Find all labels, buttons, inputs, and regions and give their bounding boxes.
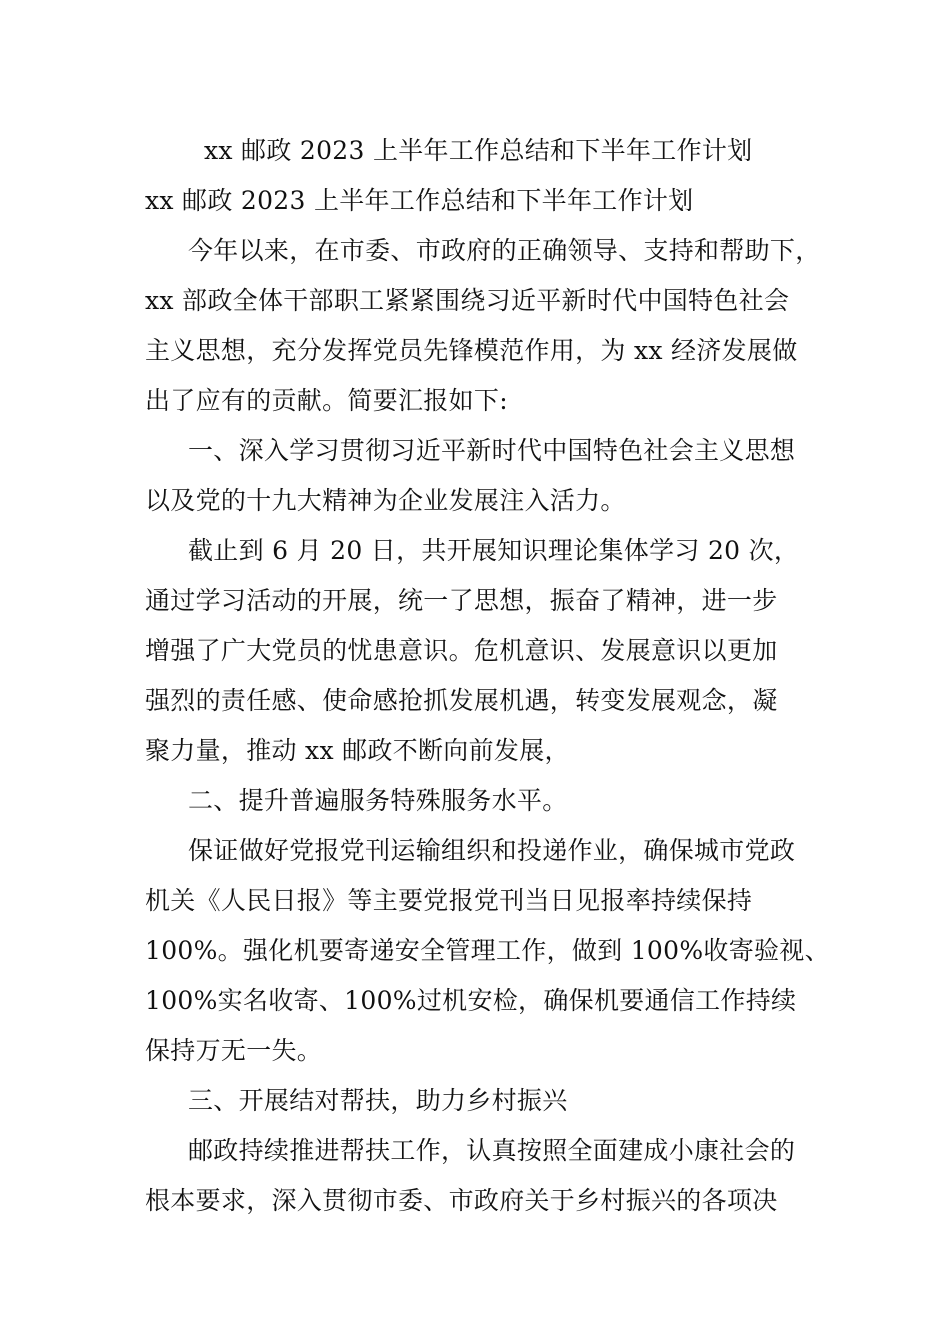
paragraph-line: 截止到 6 月 20 日，共开展知识理论集体学习 20 次， — [188, 536, 800, 565]
paragraph-line: 强烈的责任感、使命感抢抓发展机遇，转变发展观念，凝 — [145, 686, 778, 715]
paragraph-line: 今年以来，在市委、市政府的正确领导、支持和帮助下， — [188, 236, 821, 265]
paragraph-line: 主义思想，充分发挥党员先锋模范作用，为 xx 经济发展做 — [145, 336, 798, 365]
paragraph-line: 聚力量，推动 xx 邮政不断向前发展， — [145, 736, 570, 765]
paragraph-line: 增强了广大党员的忧患意识。危机意识、发展意识以更加 — [145, 636, 778, 665]
document-subtitle: xx 邮政 2023 上半年工作总结和下半年工作计划 — [145, 186, 694, 215]
paragraph-line: 出了应有的贡献。简要汇报如下: — [145, 386, 508, 415]
paragraph-line: 机关《人民日报》等主要党报党刊当日见报率持续保持 — [145, 886, 753, 915]
paragraph-line: 100%实名收寄、100%过机安检，确保机要通信工作持续 — [145, 986, 797, 1015]
paragraph-line: 根本要求，深入贯彻市委、市政府关于乡村振兴的各项决 — [145, 1186, 778, 1215]
section-heading-2: 二、提升普遍服务特殊服务水平。 — [188, 786, 568, 815]
paragraph-line: 100%。强化机要寄递安全管理工作，做到 100%收寄验视、 — [145, 936, 830, 965]
document-title: xx 邮政 2023 上半年工作总结和下半年工作计划 — [204, 136, 753, 165]
paragraph-line: 保证做好党报党刊运输组织和投递作业，确保城市党政 — [188, 836, 796, 865]
paragraph-line: 邮政持续推进帮扶工作，认真按照全面建成小康社会的 — [188, 1136, 796, 1165]
paragraph-line: 保持万无一失。 — [145, 1036, 323, 1065]
paragraph-line: 通过学习活动的开展，统一了思想，振奋了精神，进一步 — [145, 586, 778, 615]
section-heading-1-continued: 以及党的十九大精神为企业发展注入活力。 — [145, 486, 626, 515]
paragraph-line: xx 部政全体干部职工紧紧围绕习近平新时代中国特色社会 — [145, 286, 790, 315]
section-heading-1: 一、深入学习贯彻习近平新时代中国特色社会主义思想 — [188, 436, 796, 465]
section-heading-3: 三、开展结对帮扶，助力乡村振兴 — [188, 1086, 568, 1115]
